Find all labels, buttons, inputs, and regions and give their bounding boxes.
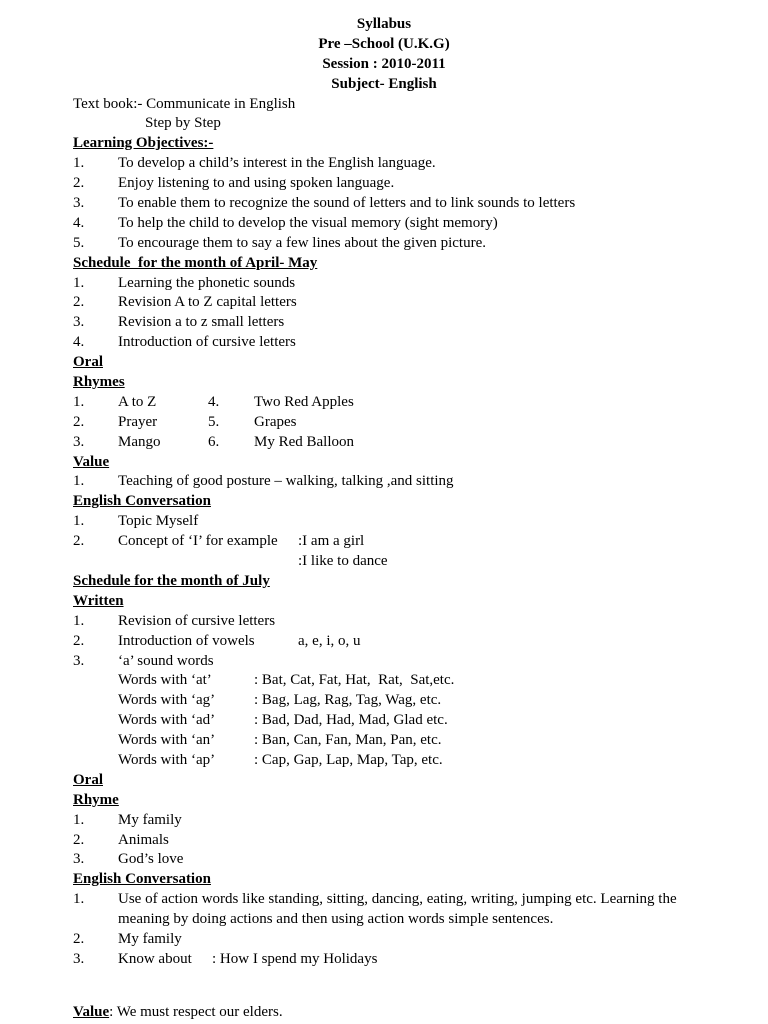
word-family-label: Words with ‘an’: [118, 732, 216, 749]
conversation-heading: English Conversation: [73, 493, 211, 510]
closing-value-row: [0, 1003, 768, 1023]
session-line: Session : 2010-2011: [322, 55, 446, 72]
word-family-row: [0, 711, 768, 731]
list-item: [0, 612, 768, 632]
rhymes-row: [0, 393, 768, 413]
item-number: 2.: [73, 294, 85, 311]
list-item: [0, 214, 768, 234]
word-family-words: : Bat, Cat, Fat, Hat, Rat, Sat,etc.: [254, 672, 455, 689]
blank-space: [0, 970, 768, 1004]
list-item: [0, 154, 768, 174]
subject-row: [0, 75, 768, 95]
rhyme-title: My Red Balloon: [254, 433, 354, 450]
oral-heading-row: [0, 353, 768, 373]
rhymes-heading: Rhymes: [73, 374, 125, 391]
conversation-heading-row: [0, 492, 768, 512]
list-item-continuation: [0, 910, 768, 930]
rhymes-row: [0, 413, 768, 433]
april-may-heading-row: [0, 254, 768, 274]
rhyme-title: Grapes: [254, 413, 297, 430]
closing-value: [73, 1003, 283, 1023]
oral-heading: Oral: [73, 354, 103, 371]
class-row: [0, 35, 768, 55]
document-title: Syllabus: [356, 16, 412, 32]
list-item: [0, 333, 768, 353]
item-text: Concept of ‘I’ for example: [118, 533, 278, 550]
item-number: 2.: [73, 413, 85, 430]
item-number: 4.: [208, 393, 220, 410]
textbook-subtitle-row: [0, 114, 768, 134]
subject-line: Subject- English: [331, 75, 437, 92]
conversation-heading: English Conversation: [73, 871, 211, 888]
list-item: [0, 532, 768, 552]
rhyme-title: God’s love: [118, 851, 184, 868]
word-family-row: [0, 691, 768, 711]
item-text: To help the child to develop the visual memory (sight memory): [118, 214, 498, 231]
item-number: 1.: [73, 274, 85, 291]
rhymes-row: [0, 433, 768, 453]
list-item: [0, 194, 768, 214]
item-number: 1.: [73, 612, 85, 629]
word-family-row: [0, 671, 768, 691]
learning-objectives-heading-row: [0, 134, 768, 154]
vowels-text: a, e, i, o, u: [298, 632, 361, 649]
item-number: 3.: [73, 433, 85, 450]
list-item: [0, 472, 768, 492]
rhymes-heading-row: [0, 373, 768, 393]
item-text: ‘a’ sound words: [118, 652, 214, 669]
value-heading: Value: [73, 453, 110, 470]
item-text: Introduction of vowels: [118, 632, 255, 649]
word-family-row: [0, 751, 768, 771]
rhyme-title: Animals: [118, 831, 169, 848]
list-item: [0, 174, 768, 194]
item-number: 5.: [208, 413, 220, 430]
item-number: 2.: [73, 831, 85, 848]
item-number: 3.: [73, 195, 85, 212]
item-text: Know about: [118, 950, 192, 967]
item-text: My family: [118, 930, 182, 947]
item-text: Introduction of cursive letters: [118, 334, 296, 351]
word-family-words: : Cap, Gap, Lap, Map, Tap, etc.: [254, 751, 443, 768]
item-number: 1.: [73, 473, 85, 490]
word-family-label: Words with ‘ap’: [118, 751, 216, 768]
item-number: 2.: [73, 175, 85, 192]
item-text: Revision of cursive letters: [118, 612, 276, 629]
list-item: [0, 293, 768, 313]
conversation-heading-row: [0, 870, 768, 890]
list-item: [0, 632, 768, 652]
value-text: : We must respect our elders.: [109, 1004, 283, 1021]
july-heading: Schedule for the month of July: [73, 572, 270, 589]
word-family-words: : Ban, Can, Fan, Man, Pan, etc.: [254, 732, 442, 749]
item-number: 1.: [73, 891, 85, 908]
rhyme-heading-row: [0, 791, 768, 811]
list-item: [0, 234, 768, 254]
textbook-line: Text book:- Communicate in English: [73, 95, 296, 112]
item-text: To develop a child’s interest in the English language.: [118, 155, 436, 172]
item-text: Revision A to Z capital letters: [118, 294, 297, 311]
list-item: [0, 831, 768, 851]
textbook-subtitle: Step by Step: [145, 115, 221, 132]
rhyme-heading: Rhyme: [73, 791, 119, 808]
example-text: :I am a girl: [298, 533, 365, 550]
april-may-heading: Schedule for the month of April- May: [73, 254, 318, 271]
word-family-label: Words with ‘ag’: [118, 692, 216, 709]
title-row: [0, 15, 768, 35]
item-number: 2.: [73, 533, 85, 550]
july-heading-row: [0, 572, 768, 592]
item-number: 3.: [73, 314, 85, 331]
list-item: [0, 850, 768, 870]
item-number: 3.: [73, 652, 85, 669]
item-text: Enjoy listening to and using spoken language.: [118, 175, 395, 192]
rhyme-title: A to Z: [118, 393, 157, 410]
list-item: [0, 274, 768, 294]
word-family-words: : Bag, Lag, Rag, Tag, Wag, etc.: [254, 692, 442, 709]
oral-heading: Oral: [73, 771, 103, 788]
item-number: 4.: [73, 334, 85, 351]
rhyme-title: Prayer: [118, 413, 158, 430]
learning-objectives-heading: Learning Objectives:-: [73, 135, 214, 152]
word-family-label: Words with ‘ad’: [118, 712, 216, 729]
session-row: [0, 55, 768, 75]
item-text: Use of action words like standing, sitting, dancing, eating, writing, jumping etc. Learning the: [118, 891, 677, 908]
item-number: 1.: [73, 393, 85, 410]
item-number: 3.: [73, 950, 85, 967]
item-text: To encourage them to say a few lines about the given picture.: [118, 234, 486, 251]
list-item: [0, 890, 768, 910]
value-heading-row: [0, 453, 768, 473]
item-number: 6.: [208, 433, 220, 450]
rhyme-title: My family: [118, 811, 182, 828]
rhyme-title: Mango: [118, 433, 161, 450]
item-number: 2.: [73, 930, 85, 947]
written-heading-row: [0, 592, 768, 612]
item-number: 1.: [73, 513, 85, 530]
example-row: [0, 552, 768, 572]
item-number: 1.: [73, 155, 85, 172]
item-text: Teaching of good posture – walking, talking ,and sitting: [118, 473, 454, 490]
list-item: [0, 950, 768, 970]
item-text: Topic Myself: [118, 513, 199, 530]
word-family-words: : Bad, Dad, Had, Mad, Glad etc.: [254, 712, 448, 729]
item-number: 4.: [73, 214, 85, 231]
item-number: 1.: [73, 811, 85, 828]
class-line: Pre –School (U.K.G): [318, 35, 450, 52]
oral-heading-row: [0, 771, 768, 791]
list-item: [0, 811, 768, 831]
list-item: [0, 930, 768, 950]
item-text: Revision a to z small letters: [118, 314, 285, 331]
value-label: Value: [73, 1004, 110, 1021]
list-item: [0, 652, 768, 672]
textbook-row: [0, 95, 768, 115]
item-text: meaning by doing actions and then using action words simple sentences.: [118, 911, 554, 928]
word-family-row: [0, 731, 768, 751]
example-text: :I like to dance: [298, 553, 388, 570]
item-text: To enable them to recognize the sound of letters and to link sounds to letters: [118, 195, 576, 212]
item-number: 2.: [73, 632, 85, 649]
list-item: [0, 512, 768, 532]
word-family-label: Words with ‘at’: [118, 672, 212, 689]
item-number: 5.: [73, 234, 85, 251]
written-heading: Written: [73, 592, 124, 609]
list-item: [0, 313, 768, 333]
item-number: 3.: [73, 851, 85, 868]
item-detail: : How I spend my Holidays: [212, 950, 378, 967]
item-text: Learning the phonetic sounds: [118, 274, 296, 291]
rhyme-title: Two Red Apples: [254, 393, 354, 410]
